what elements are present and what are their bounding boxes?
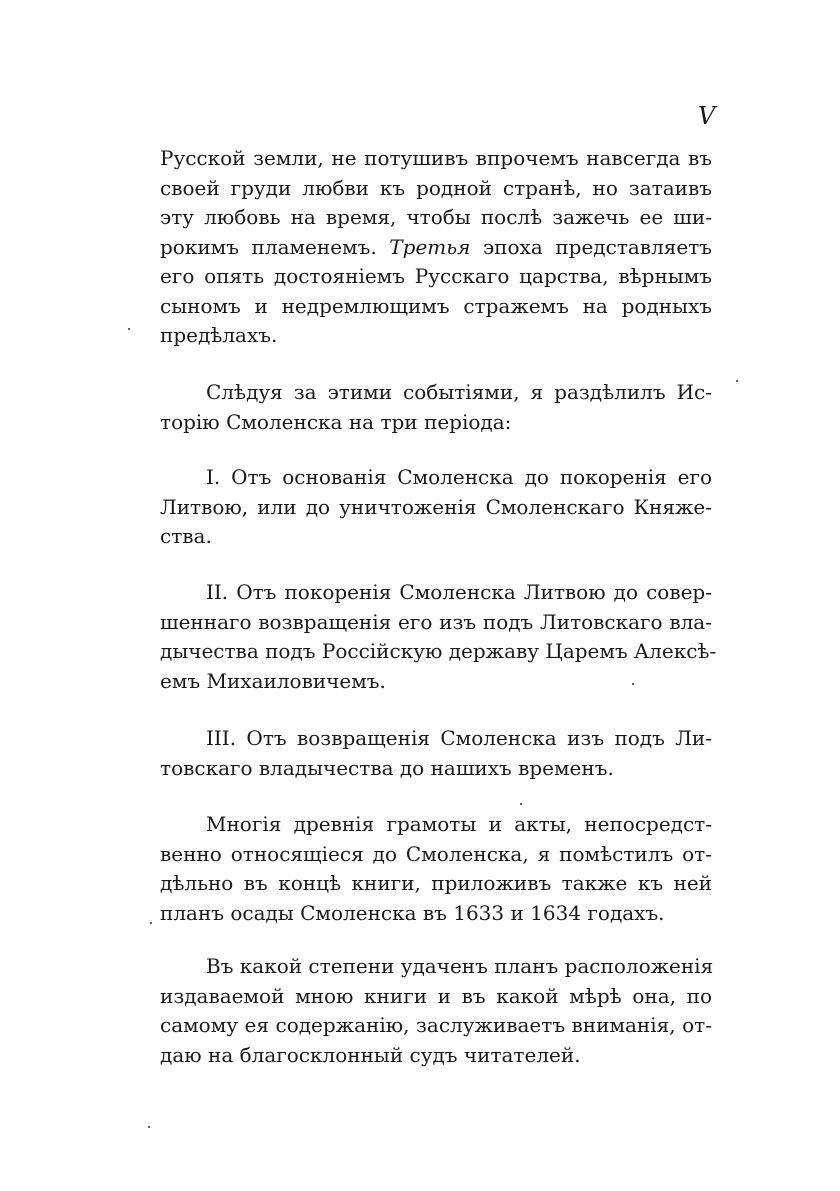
text-fragment: рокимъ пламенемъ.: [160, 234, 377, 259]
text-line: предѣлахъ.: [160, 323, 278, 347]
text-line: I. Отъ основанія Смоленска до покоренія его: [206, 465, 712, 489]
scan-speck: [520, 803, 522, 805]
paragraph-periods-intro: [160, 378, 712, 437]
text-line: сыномъ и недремлющимъ стражемъ на родныхъ: [160, 293, 712, 318]
scan-speck: [128, 328, 130, 330]
text-line: ства.: [160, 524, 212, 548]
text-line: III. Отъ возвращенія Смоленска изъ подъ Ли-: [206, 726, 712, 750]
text-line: дычества подъ Россійскую державу Царемъ Алексѣ-: [160, 639, 717, 663]
text-line: [160, 233, 712, 263]
text-line: его опять достояніемъ Русскаго царства, вѣрнымъ: [160, 264, 712, 288]
text-line: дѣльно въ концѣ книги, приложивъ также къ ней: [160, 871, 712, 895]
text-line: своей груди любви къ родной странѣ, но затаивъ: [160, 175, 712, 200]
text-line: самому ея содержанію, заслуживаетъ вниманія, от-: [160, 1013, 712, 1037]
period-one: [160, 463, 712, 552]
italic-emphasis: Третья: [389, 234, 471, 259]
text-line: даю на благосклонный судъ читателей.: [160, 1042, 581, 1067]
period-two: [160, 578, 717, 696]
text-line: торію Смоленска на три періода:: [160, 409, 512, 434]
text-line: венно относящіеся до Смоленска, я помѣстилъ от-: [160, 841, 712, 866]
page-number: V: [698, 102, 716, 130]
text-line: товскаго владычества до нашихъ временъ.: [160, 755, 614, 780]
period-three: [160, 724, 712, 783]
paragraph-documents: [160, 810, 712, 928]
text-line: Русской земли, не потушивъ впрочемъ навсегда въ: [160, 146, 712, 170]
text-line: Слѣдуя за этими событіями, я раздѣлилъ Ис-: [206, 380, 712, 404]
scan-speck: [736, 380, 738, 382]
paragraph-closing: [160, 952, 712, 1070]
scan-speck: [148, 1126, 150, 1128]
text-line: планъ осады Смоленска въ 1633 и 1634 годахъ.: [160, 900, 665, 925]
scan-speck: [150, 922, 152, 924]
text-line: эту любовь на время, чтобы послѣ зажечь ее ши-: [160, 205, 712, 229]
text-line: издаваемой мною книги и въ какой мѣрѣ она, по: [160, 983, 712, 1008]
text-line: Въ какой степени удаченъ планъ расположенія: [206, 954, 714, 978]
paragraph-continuation: [160, 144, 712, 351]
text-line: шеннаго возвращенія его изъ подъ Литовскаго вла-: [160, 609, 712, 634]
scan-speck: [632, 683, 634, 685]
text-fragment: эпоха представляетъ: [482, 234, 713, 259]
text-line: Литвою, или до уничтоженія Смоленскаго Княже-: [160, 494, 712, 519]
text-line: Многія древнія грамоты и акты, непосредст-: [206, 812, 712, 836]
text-line: II. Отъ покоренія Смоленска Литвою до совер-: [206, 580, 712, 604]
text-line: емъ Михаиловичемъ.: [160, 668, 386, 693]
